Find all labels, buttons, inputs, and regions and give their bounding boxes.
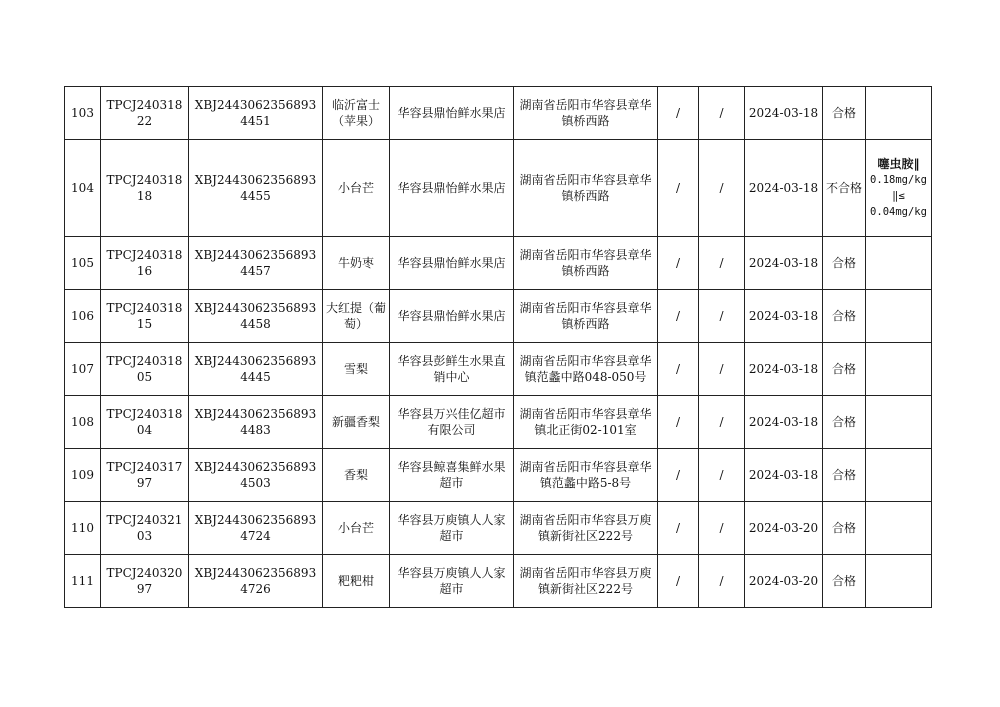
table-row: [65, 343, 932, 396]
task-id-cell: TPCJ24031822: [101, 87, 189, 140]
address-cell: 湖南省岳阳市华容县章华镇桥西路: [514, 140, 658, 237]
result-cell: 不合格: [823, 140, 866, 237]
product-name-cell: 小台芒: [323, 502, 390, 555]
task-id-cell: TPCJ24031805: [101, 343, 189, 396]
row-number-cell: 110: [65, 502, 101, 555]
remark-cell: [866, 87, 932, 140]
date-cell: 2024-03-18: [745, 396, 823, 449]
task-id-cell: TPCJ24031818: [101, 140, 189, 237]
address-cell: 湖南省岳阳市华容县章华镇北正街02-101室: [514, 396, 658, 449]
table-row: [65, 290, 932, 343]
product-name-cell: 香梨: [323, 449, 390, 502]
inspection-results-table: [64, 86, 932, 608]
store-name-cell: 华容县鲸喜集鲜水果超市: [390, 449, 514, 502]
product-name-cell: 牛奶枣: [323, 237, 390, 290]
sample-id-cell: XBJ24430623568934724: [189, 502, 323, 555]
store-name-cell: 华容县鼎怡鲜水果店: [390, 237, 514, 290]
store-name-cell: 华容县万兴佳亿超市有限公司: [390, 396, 514, 449]
result-cell: 合格: [823, 502, 866, 555]
column8-cell: /: [699, 502, 745, 555]
product-name-cell: 大红提（葡萄）: [323, 290, 390, 343]
address-cell: 湖南省岳阳市华容县章华镇桥西路: [514, 290, 658, 343]
row-number-cell: 109: [65, 449, 101, 502]
task-id-cell: TPCJ24031815: [101, 290, 189, 343]
store-name-cell: 华容县万庾镇人人家超市: [390, 502, 514, 555]
result-cell: 合格: [823, 396, 866, 449]
column8-cell: /: [699, 290, 745, 343]
result-cell: 合格: [823, 449, 866, 502]
remark-limit-value: 0.04mg/kg: [870, 206, 927, 218]
remark-cell: [866, 237, 932, 290]
column7-cell: /: [658, 237, 699, 290]
column7-cell: /: [658, 290, 699, 343]
row-number-cell: 106: [65, 290, 101, 343]
result-cell: 合格: [823, 343, 866, 396]
address-cell: 湖南省岳阳市华容县章华镇桥西路: [514, 87, 658, 140]
date-cell: 2024-03-18: [745, 87, 823, 140]
sample-id-cell: XBJ24430623568934457: [189, 237, 323, 290]
column7-cell: /: [658, 396, 699, 449]
remark-cell: [866, 555, 932, 608]
address-cell: 湖南省岳阳市华容县章华镇范蠡中路5-8号: [514, 449, 658, 502]
product-name-cell: 雪梨: [323, 343, 390, 396]
row-number-cell: 107: [65, 343, 101, 396]
date-cell: 2024-03-20: [745, 555, 823, 608]
date-cell: 2024-03-18: [745, 237, 823, 290]
row-number-cell: 111: [65, 555, 101, 608]
table-row: [65, 555, 932, 608]
store-name-cell: 华容县彭鲜生水果直销中心: [390, 343, 514, 396]
address-cell: 湖南省岳阳市华容县章华镇桥西路: [514, 237, 658, 290]
remark-cell: [866, 449, 932, 502]
column8-cell: /: [699, 343, 745, 396]
row-number-cell: 108: [65, 396, 101, 449]
result-cell: 合格: [823, 237, 866, 290]
task-id-cell: TPCJ24031816: [101, 237, 189, 290]
store-name-cell: 华容县鼎怡鲜水果店: [390, 290, 514, 343]
table-row: [65, 237, 932, 290]
column7-cell: /: [658, 343, 699, 396]
remark-cell: [866, 290, 932, 343]
result-cell: 合格: [823, 290, 866, 343]
sample-id-cell: XBJ24430623568934726: [189, 555, 323, 608]
column8-cell: /: [699, 140, 745, 237]
sample-id-cell: XBJ24430623568934458: [189, 290, 323, 343]
column8-cell: /: [699, 449, 745, 502]
remark-cell: [866, 502, 932, 555]
table-row: [65, 140, 932, 237]
product-name-cell: 新疆香梨: [323, 396, 390, 449]
table-row: [65, 502, 932, 555]
column7-cell: /: [658, 449, 699, 502]
table-body: [65, 87, 932, 608]
remark-measured-value: 0.18mg/kg: [870, 174, 927, 186]
sample-id-cell: XBJ24430623568934503: [189, 449, 323, 502]
remark-item: 噻虫胺‖: [877, 157, 920, 171]
date-cell: 2024-03-18: [745, 290, 823, 343]
column7-cell: /: [658, 502, 699, 555]
product-name-cell: 小台芒: [323, 140, 390, 237]
product-name-cell: 临沂富士（苹果）: [323, 87, 390, 140]
sample-id-cell: XBJ24430623568934483: [189, 396, 323, 449]
remark-separator: ‖≤: [892, 190, 905, 202]
date-cell: 2024-03-18: [745, 449, 823, 502]
address-cell: 湖南省岳阳市华容县万庾镇新街社区222号: [514, 555, 658, 608]
column7-cell: /: [658, 140, 699, 237]
task-id-cell: TPCJ24032097: [101, 555, 189, 608]
date-cell: 2024-03-20: [745, 502, 823, 555]
table-row: [65, 449, 932, 502]
result-cell: 合格: [823, 87, 866, 140]
sample-id-cell: XBJ24430623568934451: [189, 87, 323, 140]
task-id-cell: TPCJ24032103: [101, 502, 189, 555]
column7-cell: /: [658, 87, 699, 140]
remark-cell: [866, 140, 932, 237]
date-cell: 2024-03-18: [745, 140, 823, 237]
remark-cell: [866, 396, 932, 449]
store-name-cell: 华容县鼎怡鲜水果店: [390, 140, 514, 237]
sample-id-cell: XBJ24430623568934445: [189, 343, 323, 396]
sample-id-cell: XBJ24430623568934455: [189, 140, 323, 237]
store-name-cell: 华容县万庾镇人人家超市: [390, 555, 514, 608]
table-row: [65, 87, 932, 140]
address-cell: 湖南省岳阳市华容县章华镇范蠡中路048-050号: [514, 343, 658, 396]
column8-cell: /: [699, 237, 745, 290]
column8-cell: /: [699, 555, 745, 608]
product-name-cell: 粑粑柑: [323, 555, 390, 608]
row-number-cell: 103: [65, 87, 101, 140]
store-name-cell: 华容县鼎怡鲜水果店: [390, 87, 514, 140]
row-number-cell: 104: [65, 140, 101, 237]
column7-cell: /: [658, 555, 699, 608]
row-number-cell: 105: [65, 237, 101, 290]
address-cell: 湖南省岳阳市华容县万庾镇新街社区222号: [514, 502, 658, 555]
task-id-cell: TPCJ24031797: [101, 449, 189, 502]
remark-cell: [866, 343, 932, 396]
column8-cell: /: [699, 396, 745, 449]
column8-cell: /: [699, 87, 745, 140]
date-cell: 2024-03-18: [745, 343, 823, 396]
table-row: [65, 396, 932, 449]
result-cell: 合格: [823, 555, 866, 608]
task-id-cell: TPCJ24031804: [101, 396, 189, 449]
